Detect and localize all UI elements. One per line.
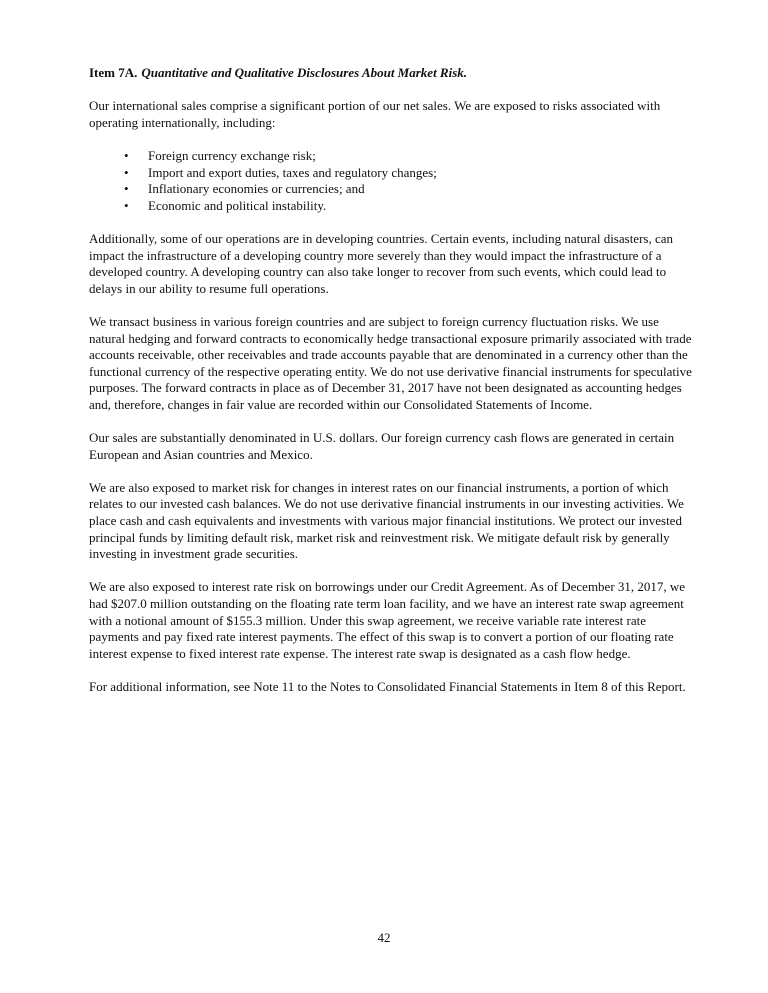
- text-line: For additional information, see Note 11 to the Notes to Consolidated Financial Statements in Item 8 of this Report.: [89, 678, 686, 694]
- text-line: We transact business in various foreign countries and are subject to foreign currency fluctuation risks. We use: [89, 313, 659, 329]
- list-item-text: Inflationary economies or currencies; and: [148, 181, 365, 197]
- text-line: Our international sales comprise a significant portion of our net sales. We are exposed to risks associated with: [89, 98, 661, 114]
- text-line: functional currency of the respective operating entity. We do not use derivative financial instruments for speculative: [89, 363, 692, 379]
- text-line: Additionally, some of our operations are in developing countries. Certain events, including natural disasters, can: [89, 230, 674, 246]
- text-line: purposes. The forward contracts in place as of December 31, 2017 have not been designated as accounting hedges: [89, 380, 682, 396]
- paragraph: [89, 579, 709, 662]
- body-paragraphs: [89, 231, 709, 696]
- bullet-icon: •: [124, 147, 129, 163]
- text-line: principal funds by limiting default risk, market risk and reinvestment risk. We mitigate default risk by generally: [89, 529, 670, 545]
- section-title: Quantitative and Qualitative Disclosures About Market Risk.: [141, 65, 468, 80]
- list-item: [89, 165, 709, 182]
- text-line: European and Asian countries and Mexico.: [89, 446, 313, 462]
- text-line: had $207.0 million outstanding on the floating rate term loan facility, and we have an interest rate swap agreement: [89, 596, 684, 611]
- text-line: relates to our invested cash balances. We do not use derivative financial instruments in our investing activities. We: [89, 496, 684, 512]
- bullet-icon: •: [124, 181, 129, 197]
- paragraph: [89, 430, 709, 463]
- text-line: accounts receivable, other receivables and trade accounts payable that are denominated in a currency other than the: [89, 347, 688, 363]
- paragraph: [89, 480, 709, 563]
- text-line: with a notional amount of $155.3 million. Under this swap agreement, we receive variable rate interest rate: [89, 612, 647, 628]
- text-line: delays in our ability to resume full operations.: [89, 280, 329, 296]
- list-item-text: Foreign currency exchange risk;: [148, 147, 316, 163]
- page-number: 42: [377, 930, 391, 945]
- paragraph: [89, 679, 709, 696]
- text-line: natural hedging and forward contracts to economically hedge transactional exposure primarily associated with trade: [89, 330, 692, 346]
- document-page: [89, 65, 709, 712]
- text-line: operating internationally, including:: [89, 114, 276, 130]
- list-item: [89, 198, 709, 215]
- bullet-icon: •: [124, 164, 129, 180]
- text-line: interest expense to fixed interest rate expense. The interest rate swap is designated as a cash flow hedge.: [89, 645, 631, 661]
- text-line: place cash and cash equivalents and investments with various major financial institutions. We protect our invested: [89, 513, 682, 529]
- text-line: We are also exposed to interest rate risk on borrowings under our Credit Agreement. As of December 31, 2017, we: [89, 579, 686, 595]
- list-item: [89, 181, 709, 198]
- text-line: and, therefore, changes in fair value are recorded within our Consolidated Statements of Income.: [89, 396, 593, 412]
- intro-paragraph: [89, 98, 709, 131]
- text-line: payments and pay fixed rate interest payments. The effect of this swap is to convert a portion of our floating rate: [89, 629, 674, 645]
- section-heading: [89, 65, 709, 82]
- text-line: We are also exposed to market risk for changes in interest rates on our financial instruments, a portion of which: [89, 479, 669, 495]
- paragraph: [89, 314, 709, 414]
- list-item-text: Economic and political instability.: [148, 197, 327, 213]
- text-line: Our sales are substantially denominated in U.S. dollars. Our foreign currency cash flows are generated in certain: [89, 430, 675, 446]
- bullet-icon: •: [124, 197, 129, 213]
- list-item-text: Import and export duties, taxes and regulatory changes;: [148, 164, 437, 180]
- text-line: developed country. A developing country can also take longer to recover from such events, which could lead to: [89, 264, 667, 280]
- text-line: impact the infrastructure of a developing country more severely than they would impact the infrastructure of a: [89, 247, 662, 263]
- list-item: [89, 148, 709, 165]
- item-number: Item 7A.: [89, 65, 138, 80]
- paragraph: [89, 231, 709, 297]
- risk-list: [89, 148, 709, 214]
- text-line: investing in investment grade securities.: [89, 546, 299, 562]
